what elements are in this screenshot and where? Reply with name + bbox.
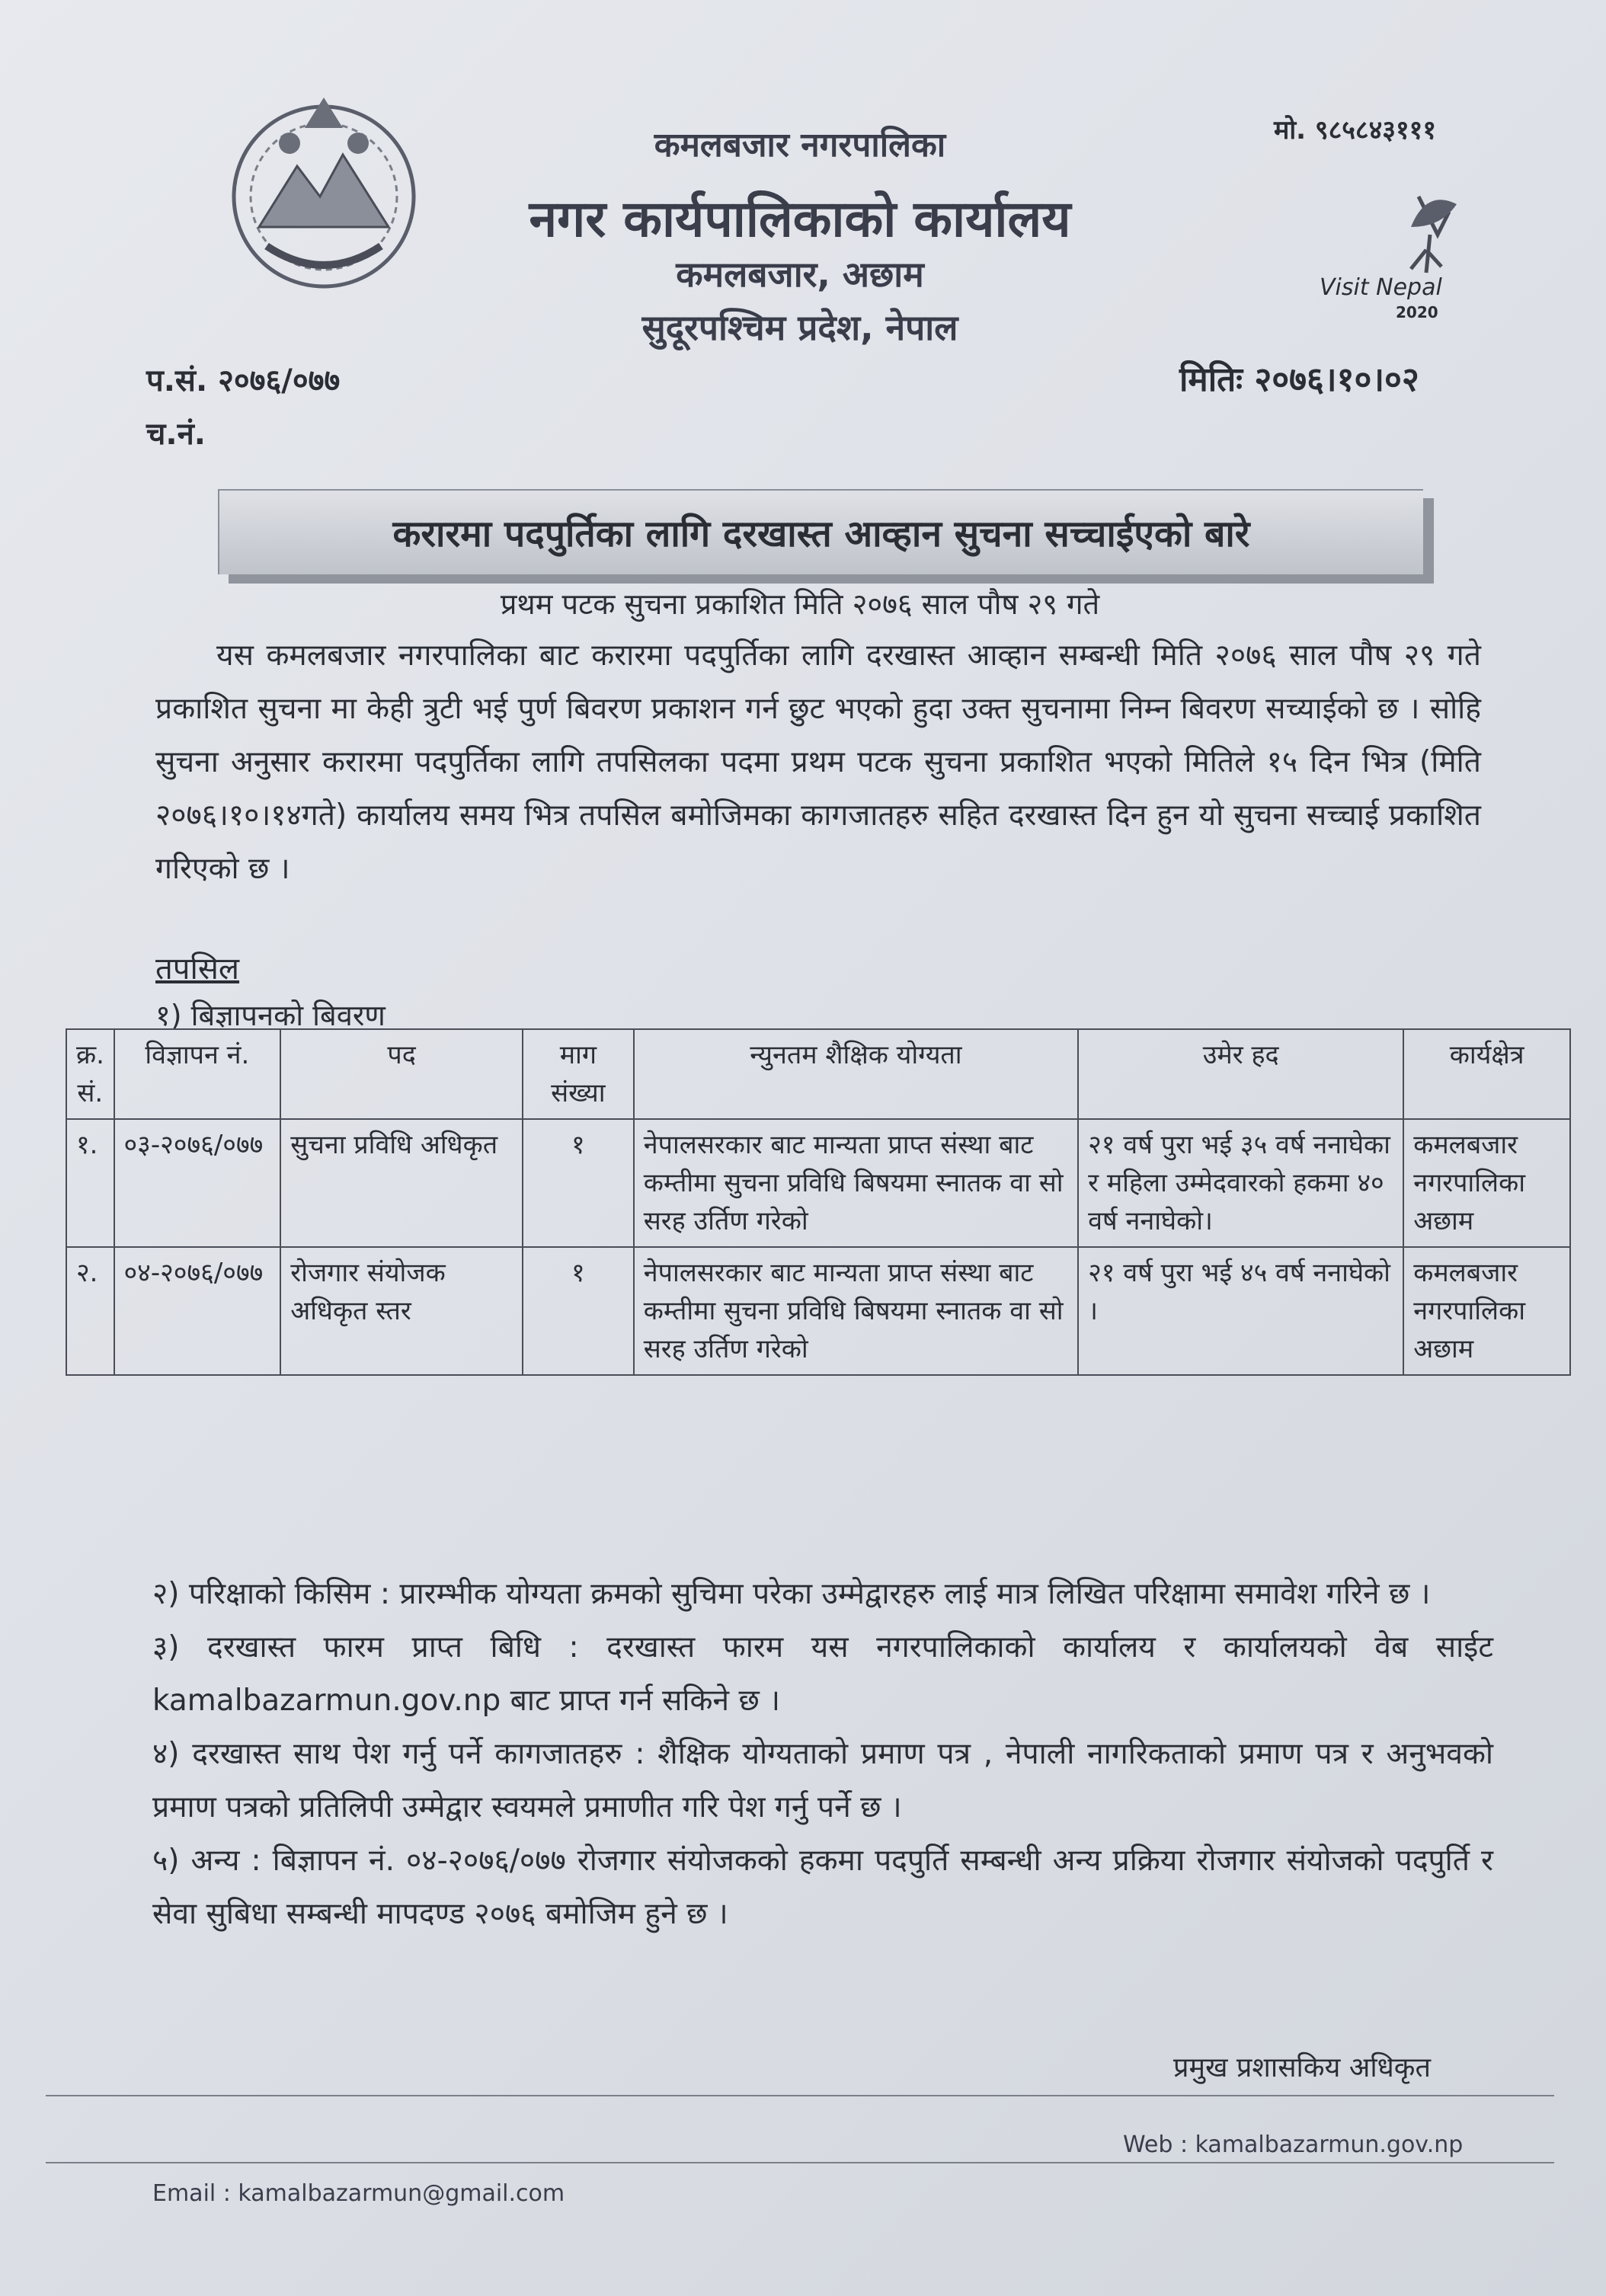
column-header: कार्यक्षेत्र [1403,1029,1570,1119]
cell-post: सुचना प्रविधि अधिकृत [280,1119,523,1247]
subject-box [218,489,1423,574]
cell-ad-number: ०३-२०७६/०७७ [114,1119,281,1247]
note-documents: ४) दरखास्त साथ पेश गर्नु पर्ने कागजातहरु : शैक्षिक योग्यताको प्रमाण पत्र , नेपाली नागरिकताको प्रमाण पत्र र अनुभवको प्रमाण पत्रको प्रतिलिपी उम्मेद्वार स्वयमले प्रमाणीत गरि पेश गर्नु पर्ने छ । [152,1737,1493,1824]
cell-work-area: कमलबजार नगरपालिका अछाम [1403,1119,1570,1247]
cell-post: रोजगार संयोजक अधिकृत स्तर [280,1247,523,1375]
office-location: कमलबजार, अछाम [676,254,924,295]
office-province: सुदूरपश्चिम प्रदेश, नेपाल [641,307,958,348]
visit-nepal-logo [1304,181,1502,334]
footer-divider [46,2162,1554,2163]
signature-title: प्रमुख प्रशासकिय अधिकृत [1173,2052,1431,2083]
table-row [66,1119,1570,1247]
municipality-name: कमलबजार नगरपालिका [654,126,946,165]
cell-count: १ [523,1247,634,1375]
visit-text: Visit Nepal [1320,274,1442,301]
cell-age-limit: २१ वर्ष पुरा भई ३५ वर्ष ननाघेका र महिला उम्मेदवारको हकमा ४० वर्ष ननाघेको। [1078,1119,1403,1247]
notes-section [152,1568,1493,1941]
dispatch-number: च.नं. [146,417,206,452]
column-header: पद [280,1029,523,1119]
office-name: नगर कार्यपालिकाको कार्यालय [529,190,1071,248]
cell-serial: १. [66,1119,114,1247]
section-1-heading: १) बिज्ञापनको बिवरण [155,999,386,1032]
first-published-line: प्रथम पटक सुचना प्रकाशित मिति २०७६ साल पौष २९ गते [500,587,1100,621]
cell-age-limit: २१ वर्ष पुरा भई ४५ वर्ष ननाघेको । [1078,1247,1403,1375]
subject-text: करारमा पदपुर्तिका लागि दरखास्त आव्हान सुचना सच्चाईएको बारे [392,512,1250,555]
cell-ad-number: ०४-२०७६/०७७ [114,1247,281,1375]
footer-divider [46,2095,1554,2096]
cell-qualification: नेपालसरकार बाट मान्यता प्राप्त संस्था बाट कम्तीमा सुचना प्रविधि बिषयमा स्नातक वा सो सरह उर्तिण गरेको [634,1119,1078,1247]
footer-website: Web : kamalbazarmun.gov.np [1123,2131,1464,2158]
phone-number: मो. ९८५८४३१११ [1274,115,1437,145]
cell-qualification: नेपालसरकार बाट मान्यता प्राप्त संस्था बाट कम्तीमा सुचना प्रविधि बिषयमा स्नातक वा सो सरह उर्तिण गरेको [634,1247,1078,1375]
column-header: उमेर हद [1078,1029,1403,1119]
cell-serial: २. [66,1247,114,1375]
column-header: क्र. सं. [66,1029,114,1119]
body-paragraph: यस कमलबजार नगरपालिका बाट करारमा पदपुर्तिका लागि दरखास्त आव्हान सम्बन्धी मिति २०७६ साल पौष २९ गते प्रकाशित सुचना मा केही त्रुटी भई पुर्ण बिवरण प्रकाशन गर्न छुट भएको हुदा उक्त सुचनामा निम्न बिवरण सच्याईको छ । सोहि सुचना अनुसार करारमा पदपुर्तिका लागि तपसिलका पदमा प्रथम पटक सुचना प्रकाशित भएको मितिले १५ दिन भित्र (मिति २०७६।१०।१४गते) कार्यालय समय भित्र तपसिल बमोजिमका कागजातहरु सहित दरखास्त दिन हुन यो सुचना सच्चाई प्रकाशित गरिएको छ । [155,638,1481,886]
note-form-method: ३) दरखास्त फारम प्राप्त बिधि : दरखास्त फारम यस नगरपालिकाको कार्यालय र कार्यालयको वेब साईट kamalbazarmun.gov.np बाट प्राप्त गर्न सकिने छ । [152,1630,1493,1718]
column-header: माग संख्या [523,1029,634,1119]
cell-count: १ [523,1119,634,1247]
details-heading: तपसिल [155,951,240,987]
note-exam-type: २) परिक्षाको किसिम : प्रारम्भीक योग्यता क्रमको सुचिमा परेका उम्मेद्वारहरु लाई मात्र लिखित परिक्षामा समावेश गरिने छ । [152,1577,1431,1611]
table-header-row [66,1029,1570,1119]
column-header: विज्ञापन नं. [114,1029,281,1119]
cell-work-area: कमलबजार नगरपालिका अछाम [1403,1247,1570,1375]
notice-date: मितिः २०७६।१०।०२ [1179,360,1419,399]
table-row [66,1247,1570,1375]
column-header: न्युनतम शैक्षिक योग्यता [634,1029,1078,1119]
advertisement-table [66,1028,1571,1376]
visit-year: 2020 [1396,303,1438,321]
reference-number: प.सं. २०७६/०७७ [146,363,341,398]
note-other: ५) अन्य : बिज्ञापन नं. ०४-२०७६/०७७ रोजगार संयोजकको हकमा पदपुर्ति सम्बन्धी अन्य प्रक्रिया रोजगार संयोजको पदपुर्ति र सेवा सुबिधा सम्बन्धी मापदण्ड २०७६ बमोजिम हुने छ । [152,1844,1493,1931]
footer-email: Email : kamalbazarmun@gmail.com [152,2180,565,2207]
